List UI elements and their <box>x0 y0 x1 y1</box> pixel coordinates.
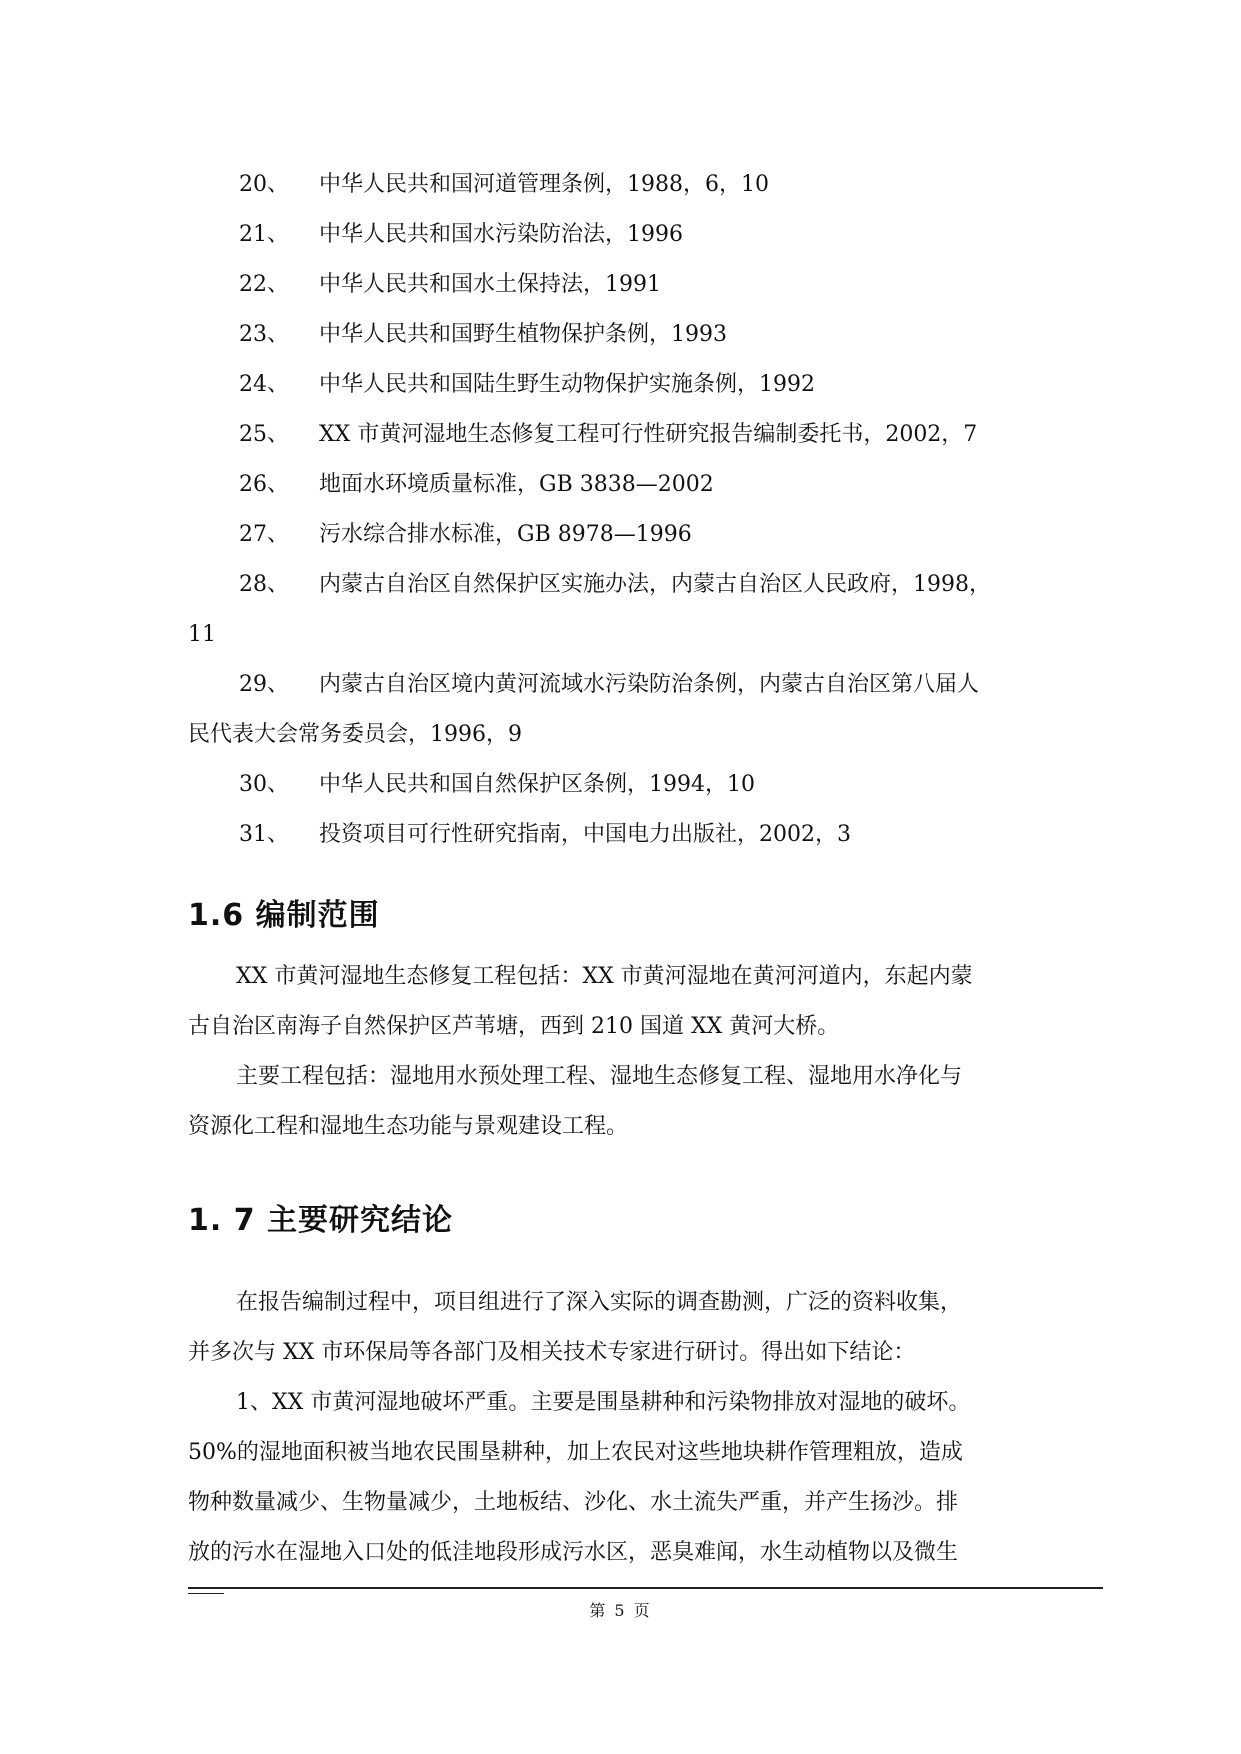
reference-item: 24、 中华人民共和国陆生野生动物保护实施条例，1992 <box>239 372 815 397</box>
section-heading: 1.6 编制范围 <box>188 898 380 933</box>
reference-item: 28、 内蒙古自治区自然保护区实施办法，内蒙古自治区人民政府，1998， 11 <box>188 572 991 647</box>
reference-item: 26、 地面水环境质量标准，GB 3838—2002 <box>239 472 714 497</box>
conclusion-paragraph: 1、XX 市黄河湿地破坏严重。主要是围垦耕种和污染物排放对湿地的破坏。 50%的湿地面积被当地农民围垦耕种，加上农民对这些地块耕作管理粗放，造成 物种数量减少、生物量减少，土地板结、沙化、水土流失严重，并产生扬沙。排 放的污水在湿地入口处的低洼地段形成污水区，恶臭难闻，水生动植物以及微生 <box>188 1390 971 1565</box>
intro-paragraph: 在报告编制过程中，项目组进行了深入实际的调查勘测，广泛的资料收集， 并多次与 XX 市环保局等各部门及相关技术专家进行研讨。得出如下结论： <box>188 1290 963 1365</box>
works-paragraph: 主要工程包括：湿地用水预处理工程、湿地生态修复工程、湿地用水净化与 资源化工程和湿地生态功能与景观建设工程。 <box>188 1064 963 1139</box>
reference-item: 31、 投资项目可行性研究指南，中国电力出版社，2002，3 <box>239 822 851 847</box>
reference-list <box>188 160 1048 860</box>
page-number: 第 5 页 <box>589 1601 652 1620</box>
reference-item: 25、 XX 市黄河湿地生态修复工程可行性研究报告编制委托书，2002，7 <box>239 422 978 447</box>
section-heading: 1. 7 主要研究结论 <box>188 1203 454 1238</box>
reference-item: 20、 中华人民共和国河道管理条例，1988，6，10 <box>239 172 769 197</box>
reference-item: 22、 中华人民共和国水土保持法，1991 <box>239 272 661 297</box>
reference-item: 29、 内蒙古自治区境内黄河流域水污染防治条例，内蒙古自治区第八届人 民代表大会常务委员会，1996，9 <box>188 672 980 747</box>
reference-item: 21、 中华人民共和国水污染防治法，1996 <box>239 222 683 247</box>
reference-item: 30、 中华人民共和国自然保护区条例，1994，10 <box>239 772 755 797</box>
reference-item: 27、 污水综合排水标准，GB 8978—1996 <box>239 522 692 547</box>
scope-paragraph: XX 市黄河湿地生态修复工程包括：XX 市黄河湿地在黄河河道内，东起内蒙 古自治区南海子自然保护区芦苇塘，西到 210 国道 XX 黄河大桥。 <box>188 964 973 1039</box>
reference-item: 23、 中华人民共和国野生植物保护条例，1993 <box>239 322 727 347</box>
footer-divider-accent <box>188 1593 224 1594</box>
footer-divider <box>188 1587 1103 1589</box>
